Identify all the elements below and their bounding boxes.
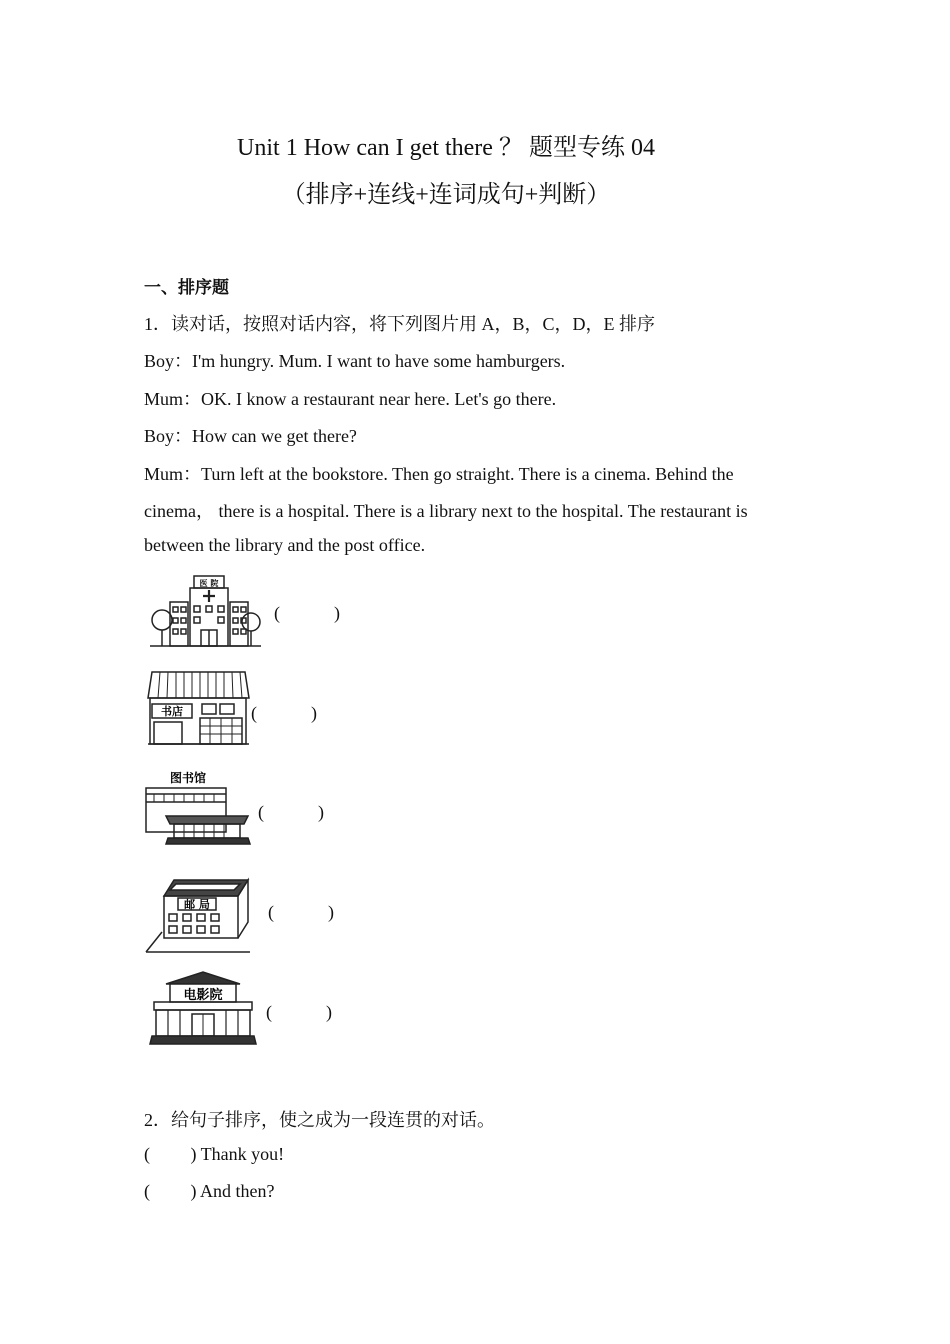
- dialogue-line: cinema， there is a hospital. There is a library next to the hospital. The restaurant is: [144, 501, 748, 521]
- answer-blank[interactable]: ( ): [274, 603, 340, 623]
- question-1-instruction: 1．读对话，按照对话内容，将下列图片用 A，B，C，D，E 排序: [144, 314, 656, 334]
- hospital-icon: [148, 574, 263, 650]
- library-sign: 图书馆: [170, 771, 207, 785]
- dialogue-line: Mum：Turn left at the bookstore. Then go straight. There is a cinema. Behind the: [144, 464, 734, 484]
- section-heading: 一、排序题: [144, 278, 229, 298]
- post-office-sign: 邮 局: [184, 898, 210, 911]
- answer-blank[interactable]: ( ): [266, 1002, 332, 1022]
- answer-blank[interactable]: ( ): [258, 802, 324, 822]
- answer-blank[interactable]: ( ): [251, 703, 317, 723]
- page-subtitle: （排序+连线+连词成句+判断）: [281, 182, 611, 208]
- bookstore-icon: [146, 670, 251, 748]
- hospital-sign: 医 院: [199, 579, 219, 588]
- answer-blank[interactable]: ( ): [268, 902, 334, 922]
- post-office-icon: [144, 876, 254, 956]
- question-2-instruction: 2．给句子排序，使之成为一段连贯的对话。: [144, 1110, 495, 1130]
- ordering-item[interactable]: ( ) Thank you!: [144, 1144, 285, 1164]
- bookstore-sign: 书店: [161, 705, 183, 718]
- dialogue-line: Boy：How can we get there?: [144, 426, 357, 446]
- dialogue-line: between the library and the post office.: [144, 535, 426, 555]
- cinema-sign: 电影院: [183, 988, 223, 1003]
- cinema-icon: [148, 970, 258, 1050]
- dialogue-line: Boy：I'm hungry. Mum. I want to have some hamburgers.: [144, 351, 566, 371]
- library-icon: [144, 768, 252, 848]
- page-title: Unit 1 How can I get there ？ 题型专练 04: [237, 135, 655, 161]
- ordering-item[interactable]: ( ) And then?: [144, 1181, 275, 1201]
- dialogue-line: Mum：OK. I know a restaurant near here. Let's go there.: [144, 389, 557, 409]
